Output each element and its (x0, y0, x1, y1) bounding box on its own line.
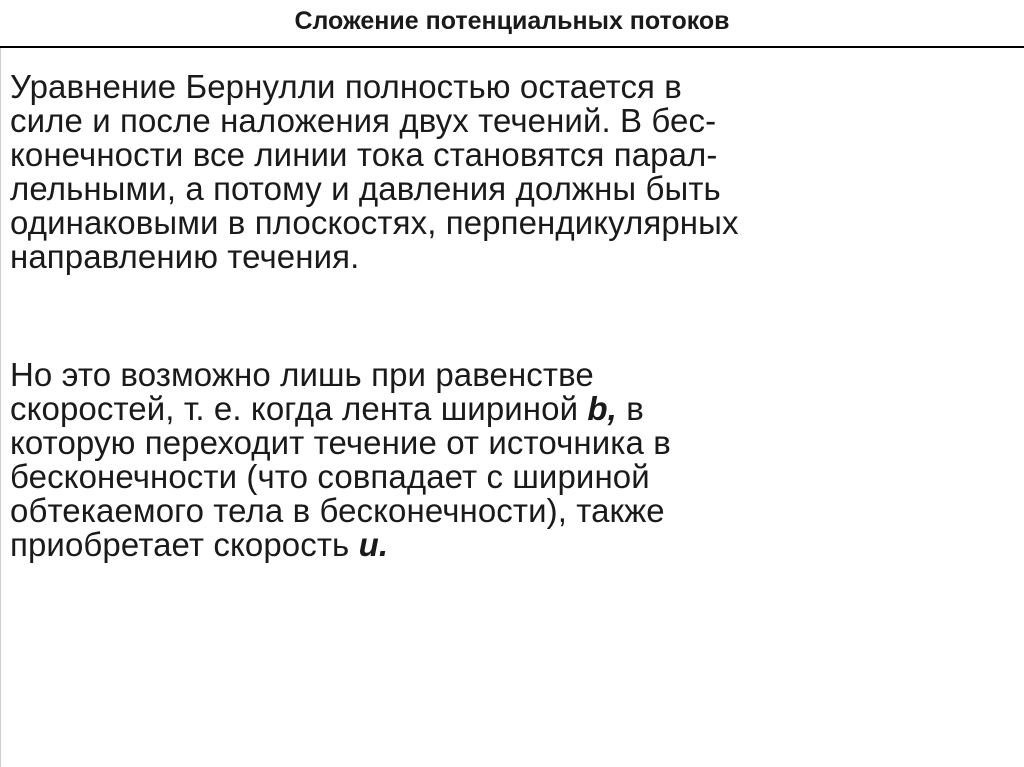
paragraph-bernoulli (10, 70, 739, 274)
paragraph-line: Но это возможно лишь при равенстве (10, 356, 594, 393)
paragraph-line: направлению течения. (10, 238, 360, 275)
paragraph-line: силе и после наложения двух течений. В бес- (10, 102, 717, 139)
slide-title: Сложение потенциальных потоков (294, 7, 730, 35)
paragraph-line: бесконечности (что совпадает с шириной (10, 458, 650, 495)
paragraph-line: которую переходит течение от источника в (10, 424, 671, 461)
paragraph-line: лельными, а потому и давления должны быть (10, 170, 721, 207)
line-text: приобретает скорость (10, 526, 359, 563)
paragraph-line (10, 528, 671, 562)
paragraph-line: Уравнение Бернулли полностью остается в (10, 68, 682, 105)
paragraph-velocity-condition (10, 358, 671, 562)
variable-u: u. (358, 526, 389, 563)
paragraph-line: конечности все линии тока становятся парал- (10, 136, 718, 173)
variable-b: b, (587, 390, 617, 427)
slide-left-border (0, 48, 1, 767)
title-divider (0, 46, 1024, 48)
paragraph-line (10, 392, 671, 426)
line-text: в (616, 390, 644, 427)
paragraph-line: одинаковыми в плоскостях, перпендикулярных (10, 204, 739, 241)
paragraph-line: обтекаемого тела в бесконечности), также (10, 492, 665, 529)
line-text: скоростей, т. е. когда лента шириной (10, 390, 588, 427)
